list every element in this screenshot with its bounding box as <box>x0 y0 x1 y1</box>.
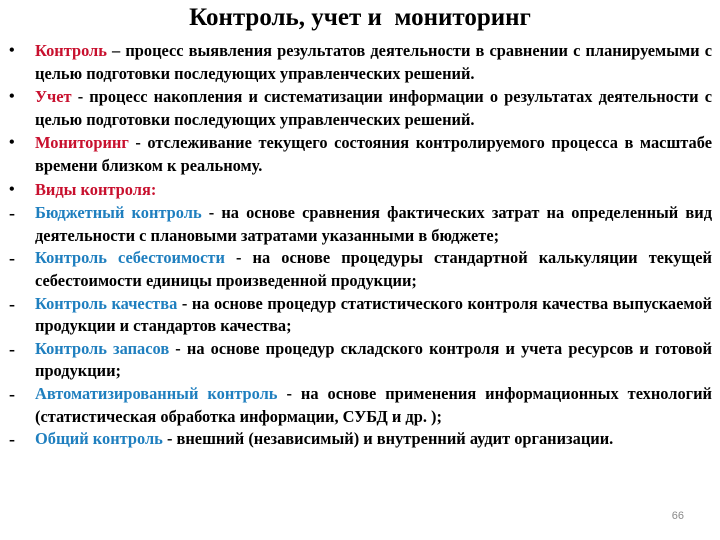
slide-title: Контроль, учет и мониторинг <box>189 4 531 31</box>
term-monitoring: Мониторинг <box>35 133 129 153</box>
dash-marker: - <box>9 429 15 450</box>
definition-text: - процесс накопления и систематизации информации о результатах деятельности с целью подготовки последующих управленческих решений. <box>35 87 712 129</box>
type-inventory-control <box>9 338 712 383</box>
type-cost-control <box>9 247 712 292</box>
dash-marker: - <box>9 248 15 269</box>
bullet-marker: • <box>9 88 15 106</box>
definition-text: – процесс выявления результатов деятельности в сравнении с планируемыми с целью подготовки последующих управленческих решений. <box>35 41 712 83</box>
definition-control <box>9 40 712 85</box>
bullet-marker: • <box>9 42 15 59</box>
type-text: - на основе процедуры стандартной калькуляции текущей себестоимости единицы произведенной продукции; <box>35 248 712 290</box>
term-quality-control: Контроль качества <box>35 293 178 313</box>
type-text: - внешний (независимый) и внутренний аудит организации. <box>162 429 614 449</box>
bullet-marker: • <box>9 134 15 152</box>
page-number: 66 <box>671 510 684 522</box>
term-control-types: Виды контроля: <box>35 179 157 199</box>
type-text: - на основе процедур статистического контроля качества выпускаемой продукции и стандартов качества; <box>35 293 712 336</box>
type-quality-control <box>9 293 712 338</box>
term-general-control: Общий контроль <box>35 429 163 449</box>
type-automated-control <box>9 383 712 428</box>
dash-marker: - <box>9 293 15 314</box>
type-text: - на основе процедур складского контроля и учета ресурсов и готовой продукции; <box>35 338 712 381</box>
type-text: - на основе применения информационных технологий (статистическая обработка информации, СУБД и др. ); <box>35 383 712 426</box>
term-automated-control: Автоматизированный контроль <box>35 383 278 403</box>
term-cost-control: Контроль себестоимости <box>35 248 225 268</box>
control-types-heading <box>9 179 712 202</box>
dash-marker: - <box>9 338 15 359</box>
type-budget-control <box>9 202 712 247</box>
definition-accounting <box>9 86 712 131</box>
term-accounting: Учет <box>35 87 72 107</box>
definition-monitoring <box>9 132 712 177</box>
slide-content <box>9 40 712 451</box>
bullet-marker: • <box>9 180 15 198</box>
dash-marker: - <box>9 203 15 224</box>
type-general-control <box>9 428 712 451</box>
term-inventory-control: Контроль запасов <box>35 338 170 358</box>
term-budget-control: Бюджетный контроль <box>35 203 202 223</box>
type-text: - на основе сравнения фактических затрат на определенный вид деятельности с плановыми затратами указанными в бюджете; <box>35 203 712 245</box>
dash-marker: - <box>9 383 15 404</box>
definition-text: - отслеживание текущего состояния контролируемого процесса в масштабе времени близком к реальному. <box>35 133 712 175</box>
term-control: Контроль <box>35 41 107 60</box>
